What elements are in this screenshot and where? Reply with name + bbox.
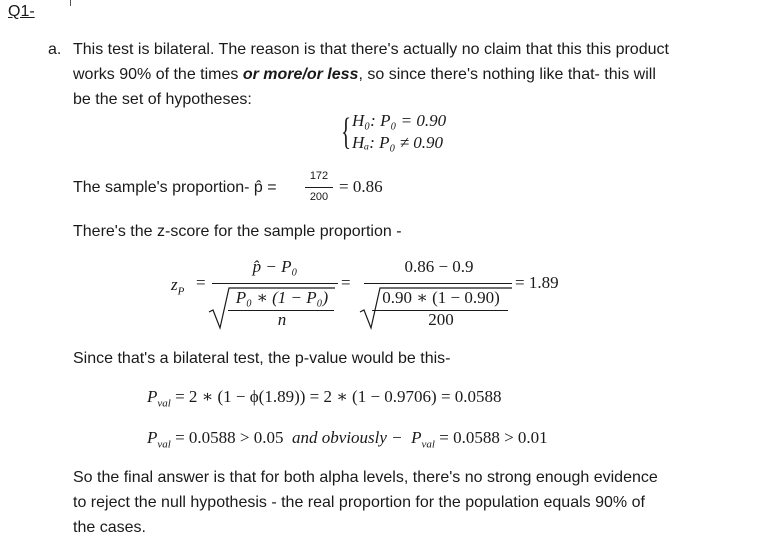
conclusion-line2: to reject the null hypothesis - the real proportion for the population equals 90% of [73,494,645,511]
para1-line1: This test is bilateral. The reason is that there's actually no claim that this this product [73,41,669,58]
zscore-result: = 1.89 [515,273,559,292]
zscore-lhs: $z_P$ [171,275,185,298]
zscore-den1: P₀ ∗ (1 − P₀) [235,288,329,307]
question-heading: Q1- [8,3,35,20]
sample-prop-num: 172 [309,170,329,182]
zscore-bar2 [364,283,512,284]
pvalue-line1: $P_{val} = 2$ ∗ (1 − ϕ(1.89)) = 2 ∗ (1 − 0.9706) = 0.0588 [147,387,502,410]
zscore-bar1 [212,283,338,284]
hypothesis-alt: Hₐ: P₀ ≠ 0.90 [352,133,444,152]
zscore-eq2: = [341,273,351,292]
emphasis-text: or more/or less [242,66,359,83]
cursor-mark [70,0,71,6]
para1-line2: works 90% of the times or more/or less, so since there's nothing like that- this will [73,66,656,83]
sample-prop-result: = 0.86 [339,177,383,196]
sample-prop-label: The sample's proportion- p̂ = [73,179,277,196]
pvalue-intro: Since that's a bilateral test, the p-value would be this- [73,350,451,367]
hypothesis-null: H₀: P₀ = 0.90 [352,111,447,130]
conclusion-line1: So the final answer is that for both alpha levels, there's no strong enough evidence [73,469,658,486]
zscore-n: n [277,310,287,329]
zscore-eq1: = [196,273,206,292]
item-marker: a. [48,41,62,58]
sample-prop-den: 200 [309,191,329,203]
zscore-num2: 0.86 − 0.9 [404,257,474,276]
sample-prop-bar [305,187,333,188]
zscore-den2: 0.90 ∗ (1 − 0.90) [382,288,500,307]
pvalue-line2: $P_{val} = 0.0588 > 0.05$ and obviously − $P_{val} = 0.0588 > 0.01$ [147,428,548,451]
zscore-num1: p̂ − P₀ [252,257,298,276]
para1-line3: be the set of hypotheses: [73,91,252,108]
zscore-intro: There's the z-score for the sample proportion - [73,223,402,240]
zscore-den2b: 200 [428,310,454,329]
hypotheses-brace: { [341,111,352,153]
conclusion-line3: the cases. [73,519,146,536]
